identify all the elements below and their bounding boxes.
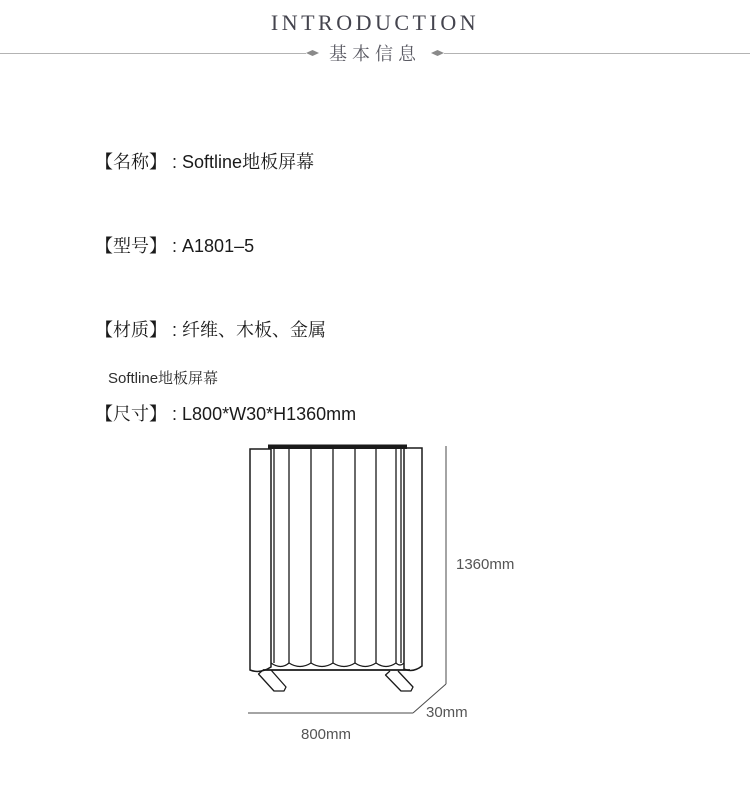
spec-value: 纤维、木板、金属	[182, 320, 327, 340]
screen-top-rail	[268, 445, 407, 450]
product-line-drawing	[230, 430, 550, 750]
spec-list	[65, 132, 356, 468]
section-header	[0, 44, 750, 62]
spec-label: 【尺寸】	[95, 404, 168, 424]
spec-separator: :	[167, 236, 183, 256]
screen-left-panel	[250, 449, 271, 671]
dimension-height-label: 1360mm	[456, 556, 515, 573]
diamond-icon	[431, 50, 444, 56]
spec-separator: :	[167, 320, 183, 340]
spec-row-model	[65, 216, 356, 276]
dimension-depth-label: 30mm	[426, 704, 468, 721]
figure-caption: Softline地板屏幕	[108, 370, 219, 387]
screen-scalloped-bottom	[271, 663, 404, 667]
spec-label: 【名称】	[95, 152, 168, 172]
divider-line-left	[0, 53, 306, 54]
screen-pleats	[274, 449, 401, 663]
spec-label: 【型号】	[95, 236, 168, 256]
spec-value: Softline地板屏幕	[182, 152, 315, 172]
divider-line-right	[444, 53, 750, 54]
dimension-width-label: 800mm	[301, 726, 352, 743]
page-title: INTRODUCTION	[270, 10, 480, 35]
screen-right-foot	[386, 671, 414, 691]
dimension-lines	[248, 446, 446, 713]
spec-separator: :	[167, 404, 183, 424]
diamond-icon	[306, 50, 319, 56]
section-subtitle: 基本信息	[329, 44, 421, 64]
screen-right-panel	[404, 448, 422, 670]
screen-left-foot	[259, 670, 287, 691]
spec-row-name	[65, 132, 356, 192]
spec-row-material	[65, 300, 356, 360]
spec-value: L800*W30*H1360mm	[182, 404, 357, 424]
spec-value: A1801–5	[182, 236, 255, 256]
spec-label: 【材质】	[95, 320, 168, 340]
spec-separator: :	[167, 152, 183, 172]
